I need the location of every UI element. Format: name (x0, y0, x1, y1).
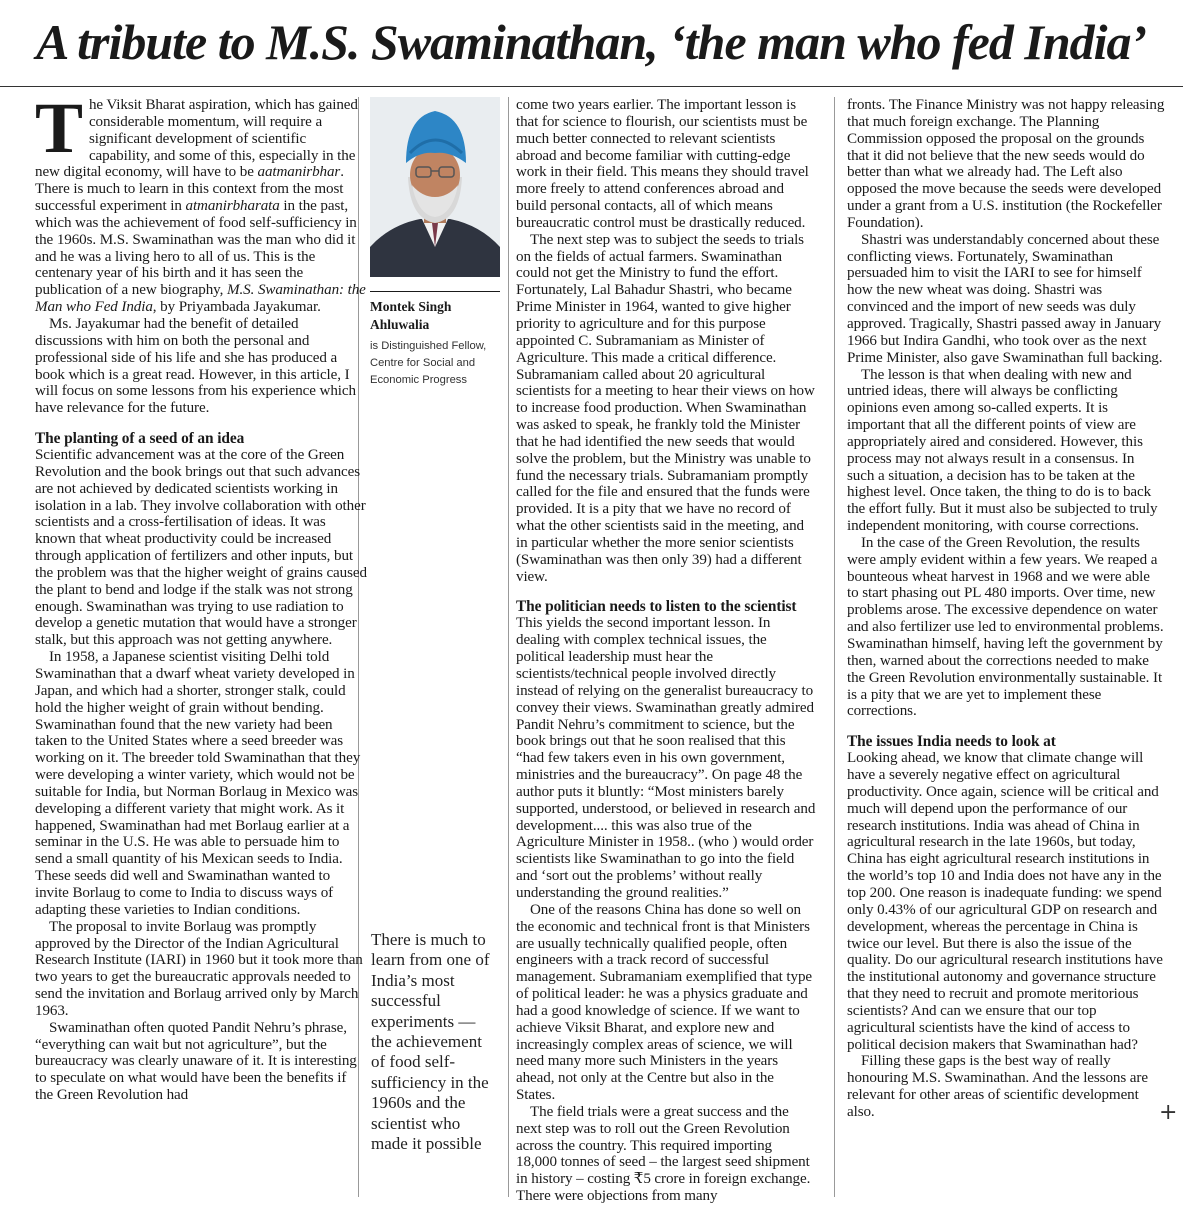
paragraph: The lesson is that when dealing with new and untried ideas, there will always be conflicting opinions even among so-called experts. It is important that all the different points of view are appropriately aired and considered. However, this process may not always result in a consensus. In such a situation, a decision has to be taken at the highest level. Once taken, the thing to do is to back the effort fully. But it must also be subjected to truly independent monitoring, with course corrections. (847, 366, 1158, 535)
paragraph: Shastri was understandably concerned about these conflicting views. Fortunately, Swaminathan persuaded him to visit the IARI to see for himself how the new wheat was doing. Shastri was convinced and the import of new seeds was duly approved. Tragically, Shastri passed away in January 1966 but Indira Gandhi, who took over as the next Prime Minister, also gave Swaminathan full backing. (847, 231, 1163, 366)
paragraph: Looking ahead, we know that climate change will have a severely negative effect on agricultural productivity. Once again, science will be critical and much will depend upon the performance of our research institutions. India was ahead of China in agricultural research in the late 1960s, but today, China has eight agricultural research institutions in the world’s top 10 and India does not have any in the top 200. One reason is inadequate funding: we spend only 0.43% of our agricultural GDP on research and development, whereas the percentage in China is twice our level. But there is also the issue of the quality. Do our agricultural research institutions have the institutional autonomy and governance structure that they need to recruit and promote meritorious scientists? And can we ensure that our top agricultural scientists have the kind of access to political decision makers that Swaminathan had? (847, 750, 1163, 1053)
paragraph: In the case of the Green Revolution, the results were amply evident within a few years. We reaped a bounteous wheat harvest in 1968 and we were able to start phasing out PL 480 imports. Over time, new problems arose. The excessive dependence on water and also fertilizer use led to environmental problems. Swaminathan himself, having left the government by then, warned about the corrections needed to make the Green Revolution environmentally sustainable. It is a pity that we are yet to implement these corrections. (847, 534, 1164, 720)
column-divider (508, 97, 509, 1197)
article-column-3 (516, 97, 816, 1205)
paragraph: The Viksit Bharat aspiration, which has gained considerable momentum, will require a significant development of scientific capability, and some of this, especially in the new digital economy, will have to be aatmanirbhar. There is much to learn in this context from the most successful experiment in atmanirbharata in the past, which was the achievement of food self-sufficiency in the 1960s. M.S. Swaminathan was the man who did it and he was a living hero to all of us. This is the centenary year of his birth and it has seen the publication of a new biography, M.S. Swaminathan: the Man who Fed India, by Priyambada Jayakumar. (35, 88, 366, 316)
column-divider (834, 97, 835, 1197)
author-name: Montek Singh Ahluwalia (370, 291, 500, 334)
paragraph: The field trials were a great success and the next step was to roll out the Green Revolution across the country. This required importing 18,000 tonnes of seed – the largest seed shipment in history – costing ₹5 crore in foreign exchange. There were objections from many (516, 1103, 811, 1205)
subheading: The issues India needs to look at (847, 733, 1056, 751)
author-description: is Distinguished Fellow, Centre for Social and Economic Progress (370, 340, 487, 386)
article-column-4 (847, 97, 1165, 1121)
paragraph: Scientific advancement was at the core of the Green Revolution and the book brings out that such advances are not achieved by dedicated scientists working in isolation in a lab. They involve collaboration with other scientists and a cross-fertilisation of ideas. It was known that wheat productivity could be increased through application of fertilizers and other inputs, but the problem was that the higher weight of grains caused the plant to bend and lodge if the stalk was not strong enough. Swaminathan was trying to use radiation to develop a genetic mutation that would have a stronger stalk, but this approach was not getting anywhere. (35, 447, 367, 649)
article-column-1 (35, 88, 367, 1104)
paragraph: Swaminathan often quoted Pandit Nehru’s phrase, “everything can wait but not agriculture”, but the bureaucracy was clearly unaware of it. It is interesting to speculate on what would have been the benefits if the Green Revolution had (35, 1019, 357, 1104)
crosshair-icon: + (1159, 1100, 1178, 1125)
author-box (370, 97, 500, 389)
paragraph: fronts. The Finance Ministry was not happy releasing that much foreign exchange. The Planning Commission opposed the proposal on the grounds that it did not believe that the new seeds would do better than what we already had. The Left also opposed the move because the seeds were developed under a grant from a U.S. institution (the Rockefeller Foundation). (847, 97, 1165, 231)
subheading: The planting of a seed of an idea (35, 430, 245, 448)
paragraph: In 1958, a Japanese scientist visiting Delhi told Swaminathan that a dwarf wheat variety developed in Japan, and which had a shorter, stronger stalk, could hold the higher weight of grain without bending. Swaminathan found that the new variety had been taken to the United States where a seed breeder was working on it. The breeder told Swaminathan that they were developing a winter variety, which would not be suitable for India, but Norman Borlaug in Mexico was developing a different variety that might work. As it happened, Swaminathan had met Borlaug earlier at a seminar in the U.S. He was able to persuade him to send a small quantity of his Mexican seeds to India. These seeds did well and Swaminathan wanted to invite Borlaug to come to India to discuss ways of adapting these varieties to Indian conditions. (35, 649, 361, 918)
paragraph: This yields the second important lesson. In dealing with complex technical issues, the political leadership must hear the scientists/technical people involved directly instead of relying on the generalist bureaucracy to convey their views. Swaminathan greatly admired Pandit Nehru’s commitment to science, but the book brings out that he soon realised that this “had few takers even in his own government, ministries and the bureaucracy”. On page 48 the author puts it bluntly: “Most ministers barely supported, understood, or believed in research and development.... this was also true of the Agriculture Minister in 1958.. (who ) would order scientists like Swaminathan to go into the field and ‘sort out the problems’ without really understanding the ground realities.” (516, 615, 816, 901)
paragraph: The next step was to subject the seeds to trials on the fields of actual farmers. Swaminathan could not get the Ministry to fund the effort. Fortunately, Lal Bahadur Shastri, who became Prime Minister in 1964, wanted to give higher priority to agriculture and for this purpose appointed C. Subramaniam as Minister of Agriculture. This made a critical difference. Subramaniam called about 20 agricultural scientists for a meeting to hear their views on how to increase food production. When Swaminathan was asked to speak, he frankly told the Minister that he had identified the new seeds that would solve the problem, but the Ministry was unable to fund the necessary trials. Subramaniam promptly called for the file and ensured that the funds were provided. It is a pity that we have no record of what the other scientists said in the meeting, and in particular whether the more senior scientists (Swaminathan was then only 39) had a different view. (516, 231, 815, 585)
paragraph: The proposal to invite Borlaug was promptly approved by the Director of the Indian Agricultural Research Institute (IARI) in 1960 but it took more than two years to get the bureaucratic approvals needed to send the invitation and Borlaug arrived only by March 1963. (35, 918, 363, 1019)
paragraph: come two years earlier. The important lesson is that for science to flourish, our scientists must be much better connected to relevant scientists abroad and become familiar with cutting-edge work in their field. This means they should travel more freely to attend conferences abroad and build personal contacts, all of which means bureaucratic control must be drastically reduced. (516, 97, 809, 231)
headline: A tribute to M.S. Swaminathan, ‘the man who fed India’ (36, 14, 1147, 70)
paragraph: Filling these gaps is the best way of really honouring M.S. Swaminathan. And the lessons are relevant for other areas of scientific development also. (847, 1053, 1148, 1120)
drop-cap: T (35, 88, 83, 168)
paragraph: Ms. Jayakumar had the benefit of detailed discussions with him on both the personal and professional side of his life and she has produced a book which is a great read. However, in this article, I will focus on some lessons from his experience which have relevance for the future. (35, 315, 356, 417)
paragraph: One of the reasons China has done so well on the economic and technical front is that Ministers are usually technically qualified people, often engineers with a track record of successful management. Subramaniam exemplified that type of political leader: he was a physics graduate and had a good knowledge of science. If we want to achieve Viksit Bharat, and explore new and increasingly complex areas of science, we will need many more such Ministers in the years ahead, not only at the Centre but also in the States. (516, 901, 813, 1104)
pull-quote: There is much to learn from one of India’s most successful experiments — the achievement of food self-sufficiency in the 1960s and the scientist who made it possible (371, 930, 490, 1154)
headline-rule (0, 86, 1183, 87)
author-portrait (370, 97, 500, 277)
subheading: The politician needs to listen to the scientist (516, 598, 797, 616)
